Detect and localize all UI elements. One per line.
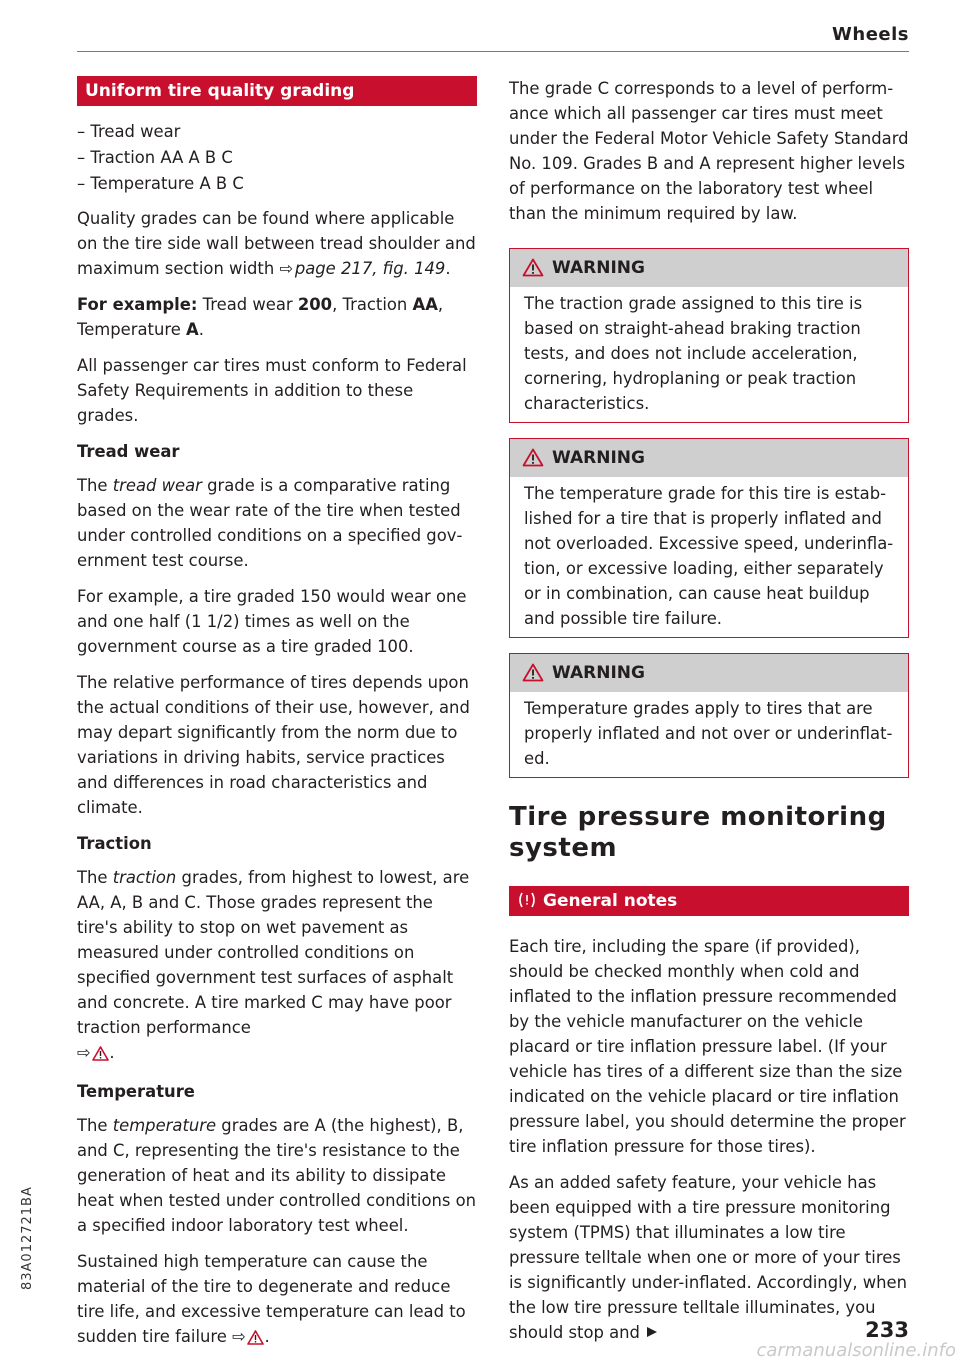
example-value: A bbox=[186, 320, 199, 339]
arrow-icon: ⇨ bbox=[77, 1043, 91, 1062]
emphasis: temperature bbox=[112, 1116, 217, 1135]
example-paragraph bbox=[77, 292, 477, 342]
paragraph-text: The bbox=[77, 1116, 113, 1135]
warning-triangle-icon bbox=[522, 663, 544, 682]
emphasis: tread wear bbox=[112, 476, 202, 495]
warning-triangle-icon[interactable] bbox=[92, 1043, 109, 1068]
punctuation: . bbox=[264, 1327, 270, 1346]
warning-triangle-icon bbox=[522, 448, 544, 467]
paragraph-text: The bbox=[77, 476, 113, 495]
tpms-icon bbox=[517, 891, 537, 909]
example-label: For example: bbox=[77, 295, 198, 314]
warning-box bbox=[509, 653, 909, 778]
document-code: 83A012721BA bbox=[20, 1186, 35, 1290]
paragraph bbox=[77, 1113, 477, 1238]
header-rule bbox=[77, 51, 909, 52]
list-item: – Tread wear bbox=[77, 122, 181, 141]
warning-title: WARNING bbox=[552, 448, 645, 468]
warning-title: WARNING bbox=[552, 663, 645, 683]
warning-text: Temperature grades apply to tires that are properly inflated and not over or underinflated. bbox=[524, 699, 893, 768]
warning-header bbox=[510, 439, 908, 477]
warning-text: The temperature grade for this tire is established for a tire that is properly inflated and not overloaded. Excessive speed, underinflation, or excessive loading, either separately or in combination, can cause heat buildup and possible tire failure. bbox=[524, 484, 894, 628]
paragraph bbox=[77, 206, 477, 281]
page-number: 233 bbox=[865, 1318, 909, 1342]
list-item: – Temperature A B C bbox=[77, 174, 244, 193]
warning-text: The traction grade assigned to this tire is based on straight-ahead braking traction tests, and does not include acceleration, cornering, hydroplaning or peak traction characteristics. bbox=[524, 294, 863, 413]
punctuation: . bbox=[109, 1043, 115, 1062]
temperature-heading: Temperature bbox=[77, 1082, 195, 1101]
paragraph: The relative performance of tires depends upon the actual conditions of their use, however, and may depart significantly from the norm due to variations in driving habits, service practices and differences in road characteristics and climate. bbox=[77, 673, 470, 817]
example-text: . bbox=[198, 320, 204, 339]
paragraph-text: grade is a comparative rating based on the wear rate of the tire when tested under controlled conditions on a specified government test course. bbox=[77, 476, 463, 570]
punctuation: . bbox=[445, 259, 451, 278]
paragraph-text: As an added safety feature, your vehicle has been equipped with a tire pressure monitoring system (TPMS) that illuminates a low tire pressure telltale when one or more of your tires is significantly under-inflated. Accordingly, when the low tire pressure telltale illuminates, you should stop and bbox=[509, 1173, 908, 1342]
example-text: Tread wear bbox=[197, 295, 298, 314]
paragraph-text: grades, from highest to lowest, are AA, A, B and C. Those grades represent the tire's ability to stop on wet pavement as measured under controlled conditions on specified government test surfaces of asphalt and concrete. A tire marked C may have poor traction performance bbox=[77, 868, 470, 1037]
warning-header bbox=[510, 249, 908, 287]
paragraph: All passenger car tires must conform to Federal Safety Requirements in addition to these grades. bbox=[77, 356, 467, 425]
warning-header bbox=[510, 654, 908, 692]
page-reference-link[interactable]: page 217, fig. 149 bbox=[294, 259, 446, 278]
paragraph-text: grades are A (the highest), B, and C, representing the tire's resistance to the generation of heat and its ability to dissipate heat when tested under controlled conditions on a specified indoor laboratory test wheel. bbox=[77, 1116, 477, 1235]
paragraph-text: The bbox=[77, 868, 113, 887]
warning-triangle-icon[interactable] bbox=[247, 1327, 264, 1352]
grading-list bbox=[77, 119, 477, 197]
warning-triangle-icon bbox=[522, 258, 544, 277]
example-text: , Temperature bbox=[77, 295, 444, 339]
general-notes-title: General notes bbox=[543, 891, 678, 911]
paragraph-text: Quality grades can be found where applicable on the tire side wall between tread shoulder and maximum section width bbox=[77, 209, 476, 278]
left-column bbox=[77, 76, 477, 1363]
paragraph bbox=[77, 865, 477, 1068]
watermark: carmanualsonline.info bbox=[756, 1340, 956, 1361]
right-column bbox=[509, 76, 909, 1356]
warning-box bbox=[509, 248, 909, 423]
paragraph bbox=[77, 473, 477, 573]
list-item: – Traction AA A B C bbox=[77, 148, 233, 167]
paragraph: For example, a tire graded 150 would wear one and one half (1 1/2) times as well on the government course as a tire graded 100. bbox=[77, 587, 467, 656]
arrow-icon: ⇨ bbox=[279, 259, 294, 278]
chapter-title: Tire pressure monitoring system bbox=[509, 802, 887, 863]
arrow-icon: ⇨ bbox=[232, 1327, 246, 1346]
traction-heading: Traction bbox=[77, 834, 152, 853]
warning-box bbox=[509, 438, 909, 638]
emphasis: traction bbox=[112, 868, 177, 887]
example-value: 200 bbox=[297, 295, 333, 314]
paragraph: Each tire, including the spare (if provided), should be checked monthly when cold and inflated to the inflation pressure recommended by the vehicle manufacturer on the vehicle placard or tire inflation pressure label. (If your vehicle has tires of a different size than the size indicated on the vehicle placard or tire inflation pressure label, you should determine the proper tire inflation pressure for those tires). bbox=[509, 937, 906, 1156]
paragraph: The grade C corresponds to a level of performance which all passenger car tires must meet under the Federal Motor Vehicle Safety Standard No. 109. Grades B and A represent higher levels of performance on the laboratory test wheel than the minimum required by law. bbox=[509, 79, 909, 223]
general-notes-bar bbox=[509, 886, 909, 916]
paragraph bbox=[77, 1249, 477, 1352]
section-header: Wheels bbox=[832, 24, 909, 45]
example-text: , Traction bbox=[332, 295, 413, 314]
tread-wear-heading: Tread wear bbox=[77, 442, 180, 461]
paragraph-text: Sustained high temperature can cause the material of the tire to degenerate and reduce tire life, and excessive temperature can lead to sudden tire failure bbox=[77, 1252, 466, 1346]
paragraph bbox=[509, 1170, 909, 1345]
section-title-bar: Uniform tire quality grading bbox=[77, 76, 477, 106]
warning-title: WARNING bbox=[552, 258, 645, 278]
continue-arrow-icon bbox=[646, 1320, 658, 1345]
example-value: AA bbox=[412, 295, 438, 314]
